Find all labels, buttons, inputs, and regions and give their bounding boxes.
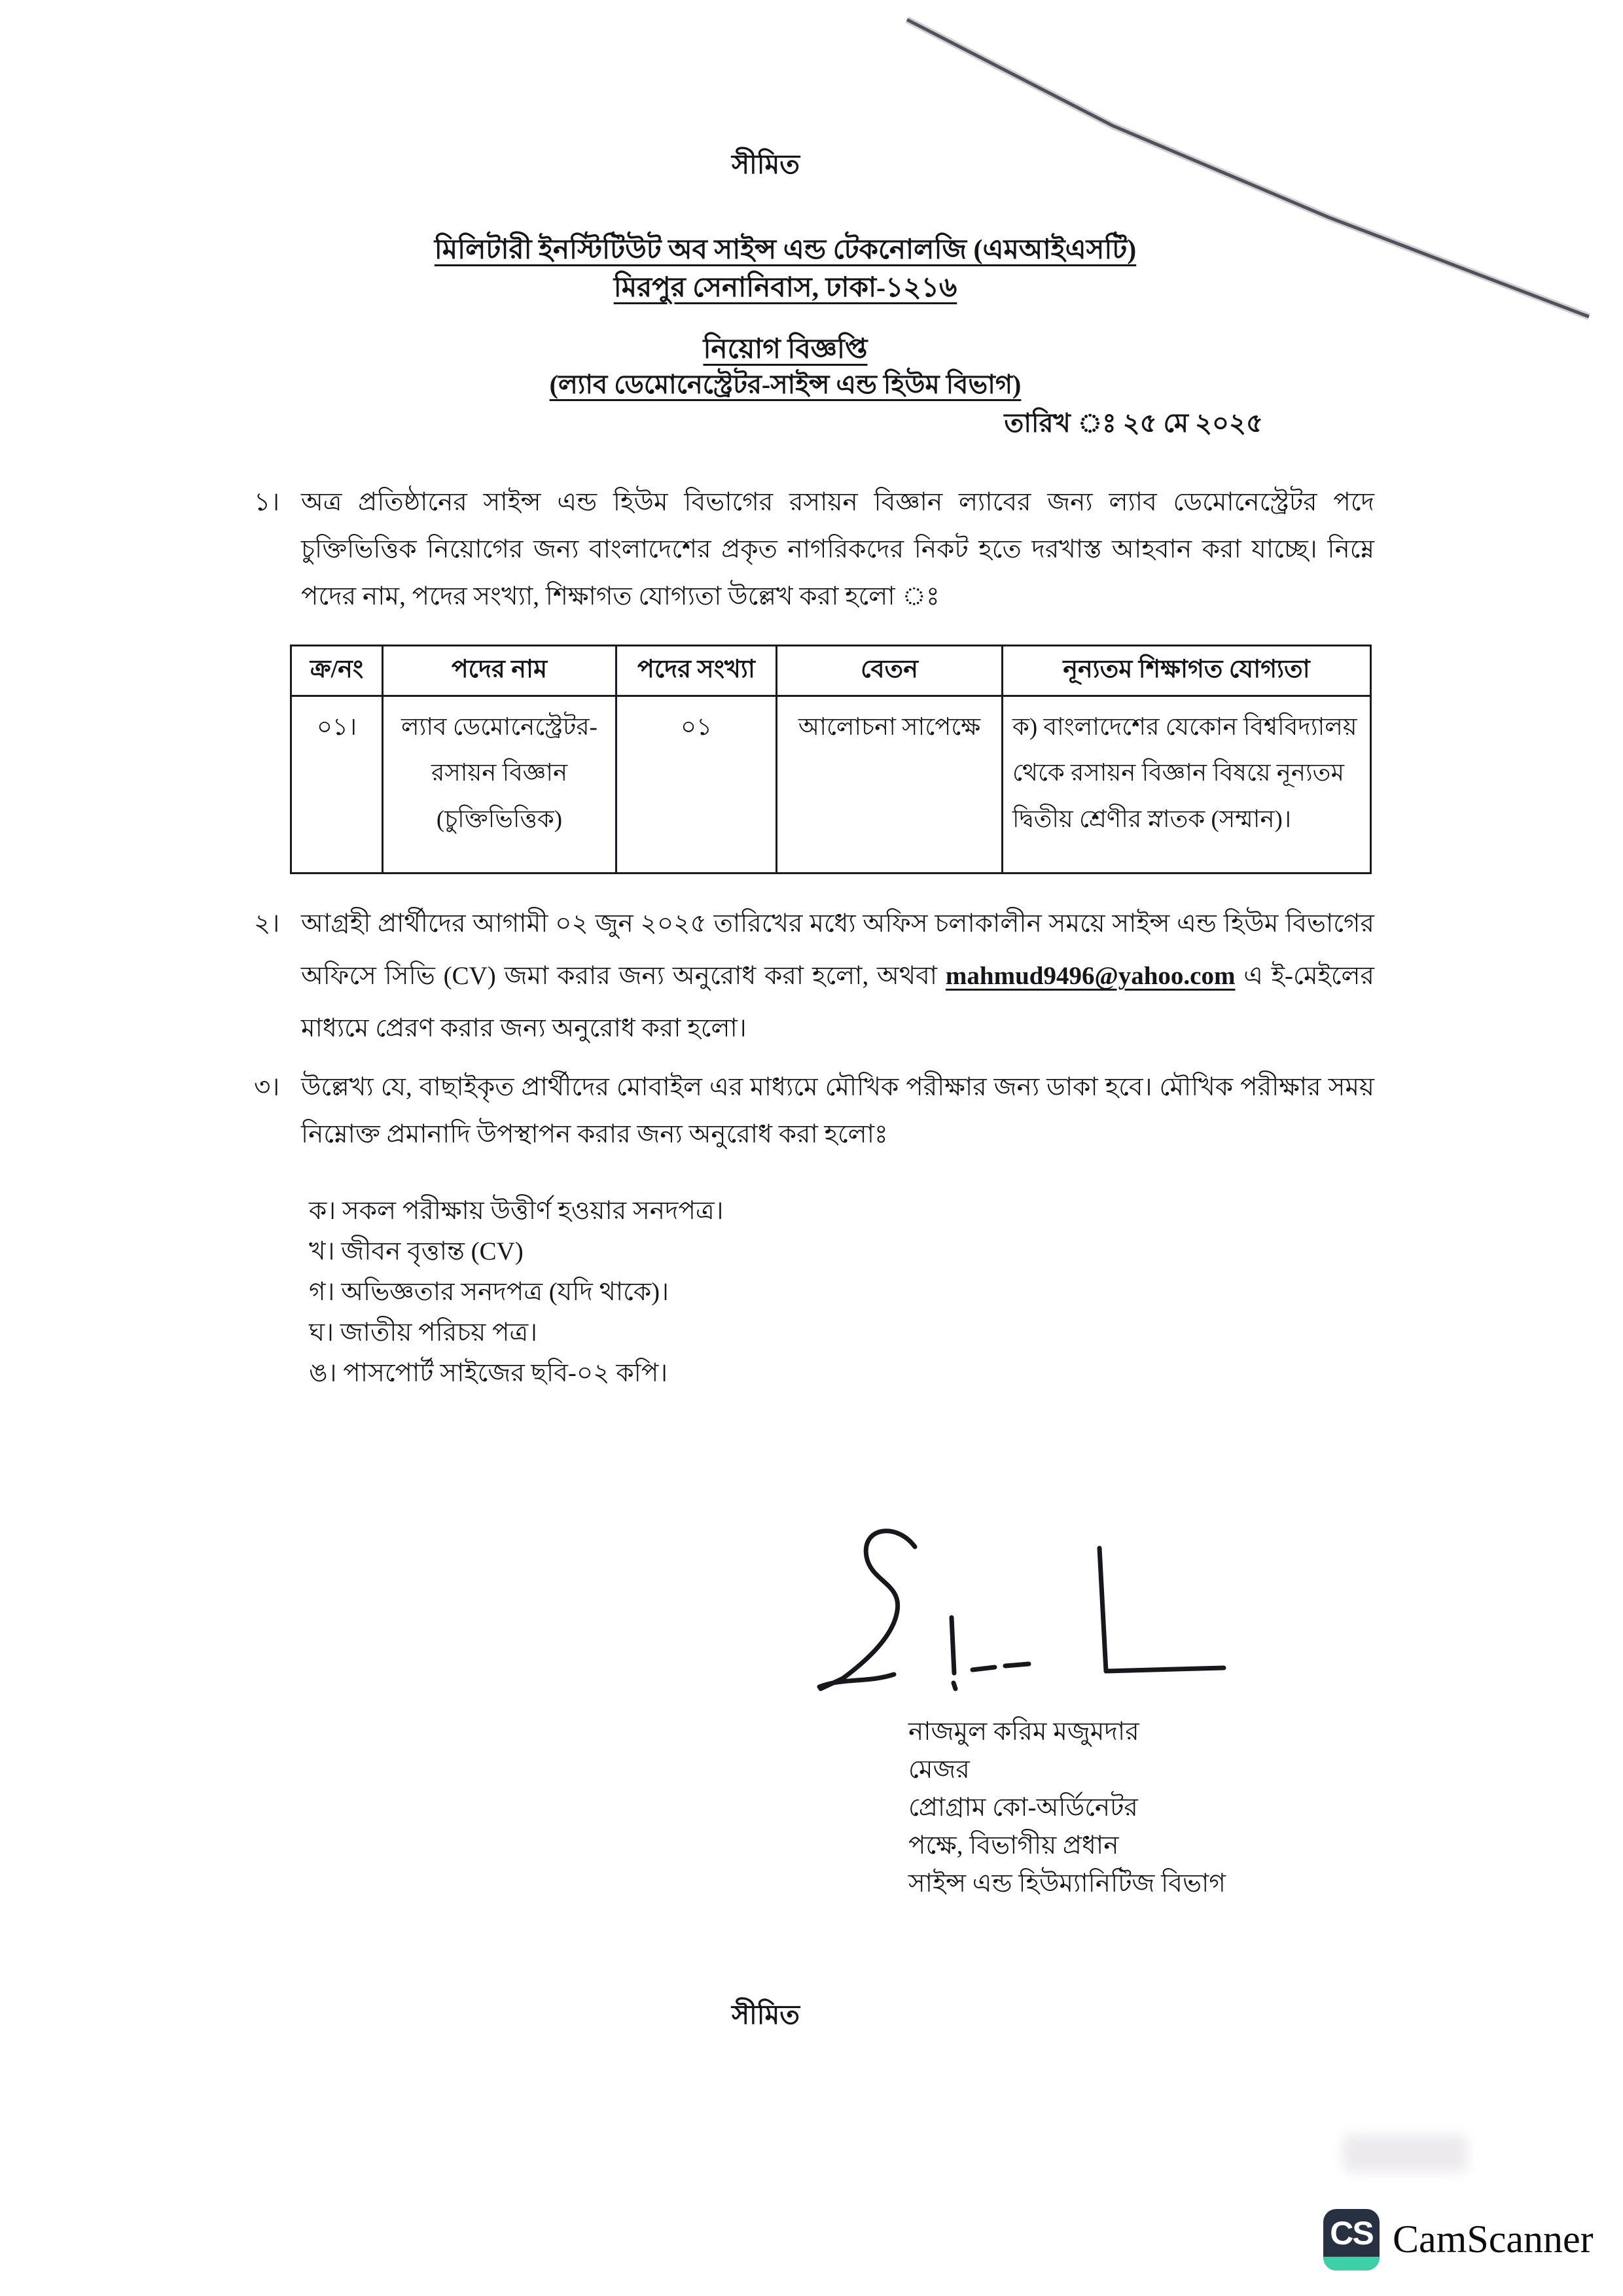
- notice-subtitle: (ল্যাব ডেমোনেস্ট্রেটর-সাইন্স এন্ড হিউম বিভাগ): [549, 370, 1022, 399]
- post-details-table: [290, 645, 1372, 874]
- table-row: [291, 696, 1371, 874]
- organization-address: মিরপুর সেনানিবাস, ঢাকা-১২১৬: [613, 273, 957, 303]
- notice-title: নিয়োগ বিজ্ঞপ্তি: [703, 334, 868, 364]
- classification-marking-top: সীমিত: [731, 149, 800, 179]
- paragraph-3: [254, 1064, 1374, 1158]
- document-item-4: ঘ। জাতীয় পরিচয় পত্র।: [309, 1318, 538, 1347]
- paragraph-2-number: ২।: [254, 910, 280, 938]
- document-item-5: ঙ। পাসপোর্ট সাইজের ছবি-০২ কপি।: [309, 1359, 668, 1387]
- paragraph-2-text-before: আগ্রহী প্রার্থীদের আগামী ০২ জুন ২০২৫ তারিখের মধ্যে অফিস চলাকালীন সময়ে সাইন্স এন্ড হিউম বিভাগের অফিসে সিভি (CV) জমা করার জন্য অনুরোধ করা হলো, অথবা: [301, 910, 1374, 990]
- document-item-2: খ। জীবন বৃত্তান্ত (CV): [309, 1237, 524, 1265]
- paragraph-1: [254, 479, 1374, 620]
- cell-qualification: ক) বাংলাদেশের যেকোন বিশ্ববিদ্যালয় থেকে রসায়ন বিজ্ঞান বিষয়ে নূন্যতম দ্বিতীয় শ্রেণীর স্নাতক (সম্মান)।: [1003, 696, 1371, 874]
- col-header-post-name: পদের নাম: [383, 646, 616, 696]
- camscanner-icon-letters: CS: [1330, 2215, 1373, 2252]
- cell-post-count: ০১: [616, 696, 777, 874]
- col-header-qualification: নূন্যতম শিক্ষাগত যোগ্যতা: [1003, 646, 1371, 696]
- signatory-name: নাজমুল করিম মজুমদার: [908, 1718, 1139, 1746]
- email-address: mahmud9496@yahoo.com: [945, 961, 1236, 990]
- paragraph-3-number: ৩।: [254, 1073, 280, 1101]
- signatory-block: [908, 1713, 1226, 1903]
- cell-salary: আলোচনা সাপেক্ষে: [777, 696, 1003, 874]
- paragraph-2-text-after: এ ই-মেইলের মাধ্যমে প্রেরণ করার জন্য অনুরোধ করা হলো।: [301, 961, 1374, 1042]
- cell-serial: ০১।: [291, 696, 383, 874]
- signatory-rank: মেজর: [908, 1756, 970, 1784]
- paragraph-2: [254, 898, 1374, 1055]
- handwritten-signature: [804, 1519, 1288, 1703]
- paragraph-1-number: ১।: [254, 488, 280, 516]
- col-header-serial: ক্র/নং: [291, 646, 383, 696]
- signatory-title: প্রোগ্রাম কো-অর্ডিনেটর: [908, 1793, 1138, 1822]
- cell-post-name: ল্যাব ডেমোনেস্ট্রেটর- রসায়ন বিজ্ঞান (চুক্তিভিত্তিক): [383, 696, 616, 874]
- camscanner-icon-accent-band: [1323, 2257, 1380, 2270]
- document-item-1: ক। সকল পরীক্ষায় উত্তীর্ণ হওয়ার সনদপত্র।: [309, 1197, 724, 1225]
- col-header-post-count: পদের সংখ্যা: [616, 646, 777, 696]
- signatory-on-behalf: পক্ষে, বিভাগীয় প্রধান: [908, 1831, 1119, 1860]
- paragraph-1-text: অত্র প্রতিষ্ঠানের সাইন্স এন্ড হিউম বিভাগের রসায়ন বিজ্ঞান ল্যাবের জন্য ল্যাব ডেমোনেস্ট্রেটর পদে চুক্তিভিত্তিক নিয়োগের জন্য বাংলাদেশের প্রকৃত নাগরিকদের নিকট হতে দরখাস্ত আহবান করা যাচ্ছে। নিম্নে পদের নাম, পদের সংখ্যা, শিক্ষাগত যোগ্যতা উল্লেখ করা হলো ঃ: [301, 488, 1374, 611]
- required-documents-list: [309, 1191, 724, 1394]
- camscanner-brand-text: CamScanner: [1393, 2217, 1594, 2261]
- organization-name: মিলিটারী ইনস্টিটিউট অব সাইন্স এন্ড টেকনোলজি (এমআইএসটি): [434, 235, 1137, 265]
- col-header-salary: বেতন: [777, 646, 1003, 696]
- document-item-3: গ। অভিজ্ঞতার সনদপত্র (যদি থাকে)।: [309, 1278, 669, 1306]
- paragraph-2-text: [301, 898, 1374, 1055]
- signatory-department: সাইন্স এন্ড হিউম্যানিটিজ বিভাগ: [908, 1869, 1226, 1898]
- scan-smudge: [1343, 2134, 1467, 2172]
- table-header-row: [291, 646, 1371, 696]
- date-line: তারিখ ঃ ২৫ মে ২০২৫: [1004, 408, 1263, 438]
- classification-marking-bottom: সীমিত: [731, 2000, 800, 2030]
- camscanner-logo-icon: [1323, 2209, 1380, 2270]
- paragraph-3-text: উল্লেখ্য যে, বাছাইকৃত প্রার্থীদের মোবাইল এর মাধ্যমে মৌখিক পরীক্ষার জন্য ডাকা হবে। মৌখিক পরীক্ষার সময় নিম্নোক্ত প্রমানাদি উপস্থাপন করার জন্য অনুরোধ করা হলোঃ: [301, 1073, 1374, 1149]
